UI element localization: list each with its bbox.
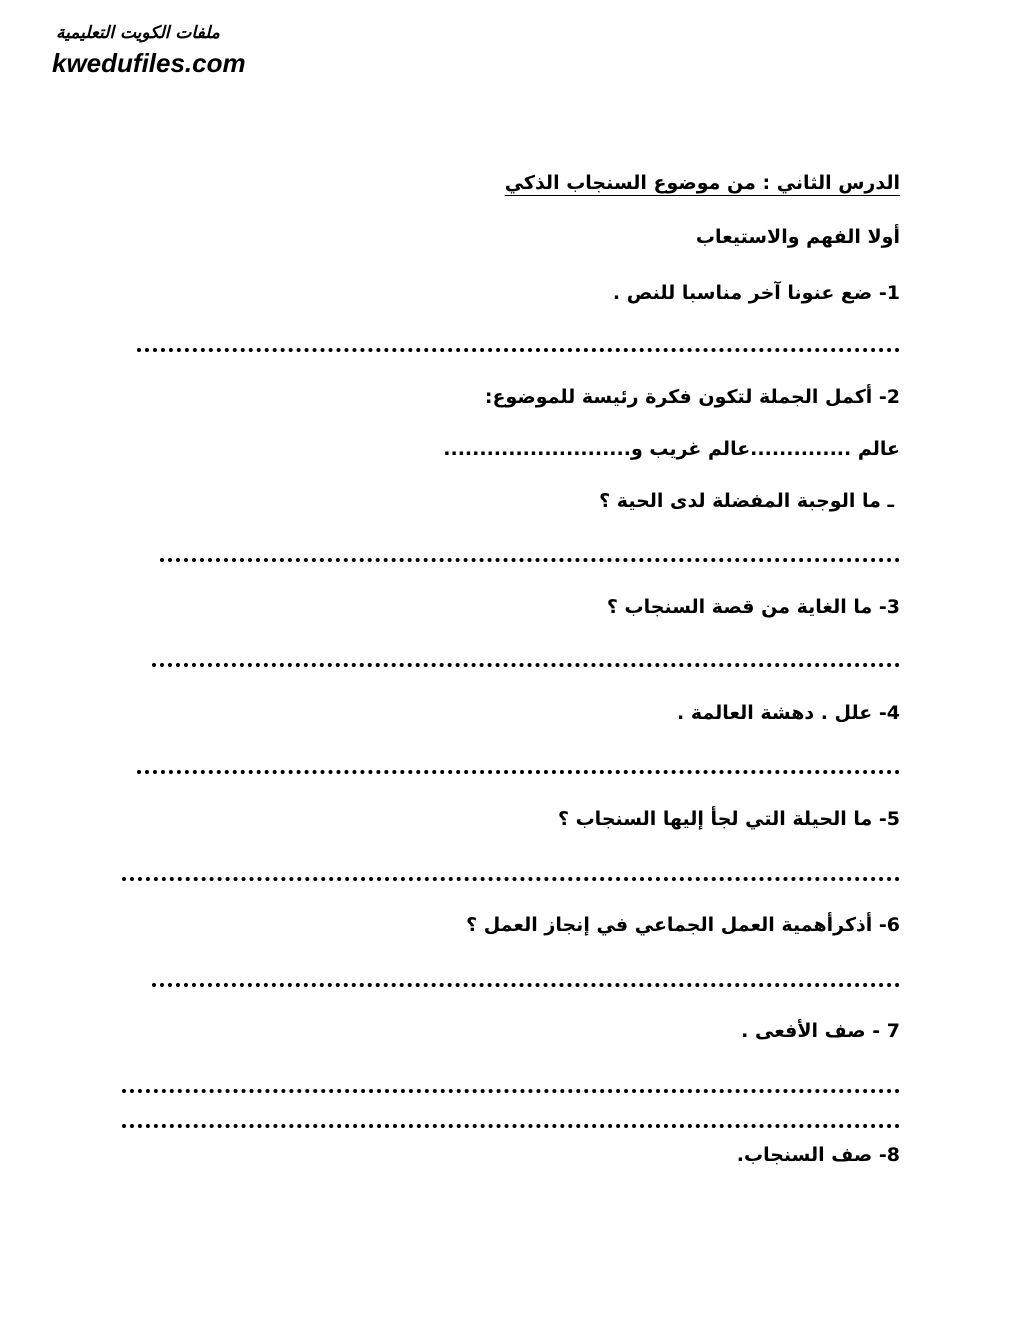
answer-line-7a[interactable] (122, 1089, 900, 1093)
answer-line-4[interactable] (137, 770, 900, 774)
question-4: 4- علل . دهشة العالمة . (676, 702, 900, 724)
answer-line-6[interactable] (152, 983, 900, 987)
site-url: kwedufiles.com (52, 48, 246, 78)
answer-line-2[interactable] (160, 558, 900, 562)
question-7: 7 - صف الأفعى . (741, 1020, 900, 1042)
section-title: أولا الفهم والاستيعاب (695, 226, 900, 248)
site-header (52, 20, 246, 78)
answer-line-7b[interactable] (122, 1124, 900, 1128)
answer-line-5[interactable] (122, 877, 900, 881)
question-3: 3- ما الغاية من قصة السنجاب ؟ (606, 596, 900, 618)
question-5: 5- ما الحيلة التي لجأ إليها السنجاب ؟ (557, 808, 900, 830)
question-1: 1- ضع عنونا آخر مناسبا للنص . (612, 282, 900, 304)
question-2: 2- أكمل الجملة لتكون فكرة رئيسة للموضوع: (484, 386, 900, 408)
question-6: 6- أذكرأهمية العمل الجماعي في إنجاز العمل ؟ (466, 914, 900, 936)
question-2-fill-in[interactable]: عالم ..............عالم غريب و.......................... (443, 438, 900, 460)
answer-line-1[interactable] (137, 348, 900, 352)
question-2-subquestion: ـ ما الوجبة المفضلة لدى الحية ؟ (599, 490, 894, 512)
lesson-title: الدرس الثاني : من موضوع السنجاب الذكي (504, 172, 900, 194)
answer-line-3[interactable] (152, 663, 900, 667)
question-8: 8- صف السنجاب. (736, 1144, 900, 1166)
site-name-arabic: ملفات الكويت التعليمية (56, 23, 220, 43)
